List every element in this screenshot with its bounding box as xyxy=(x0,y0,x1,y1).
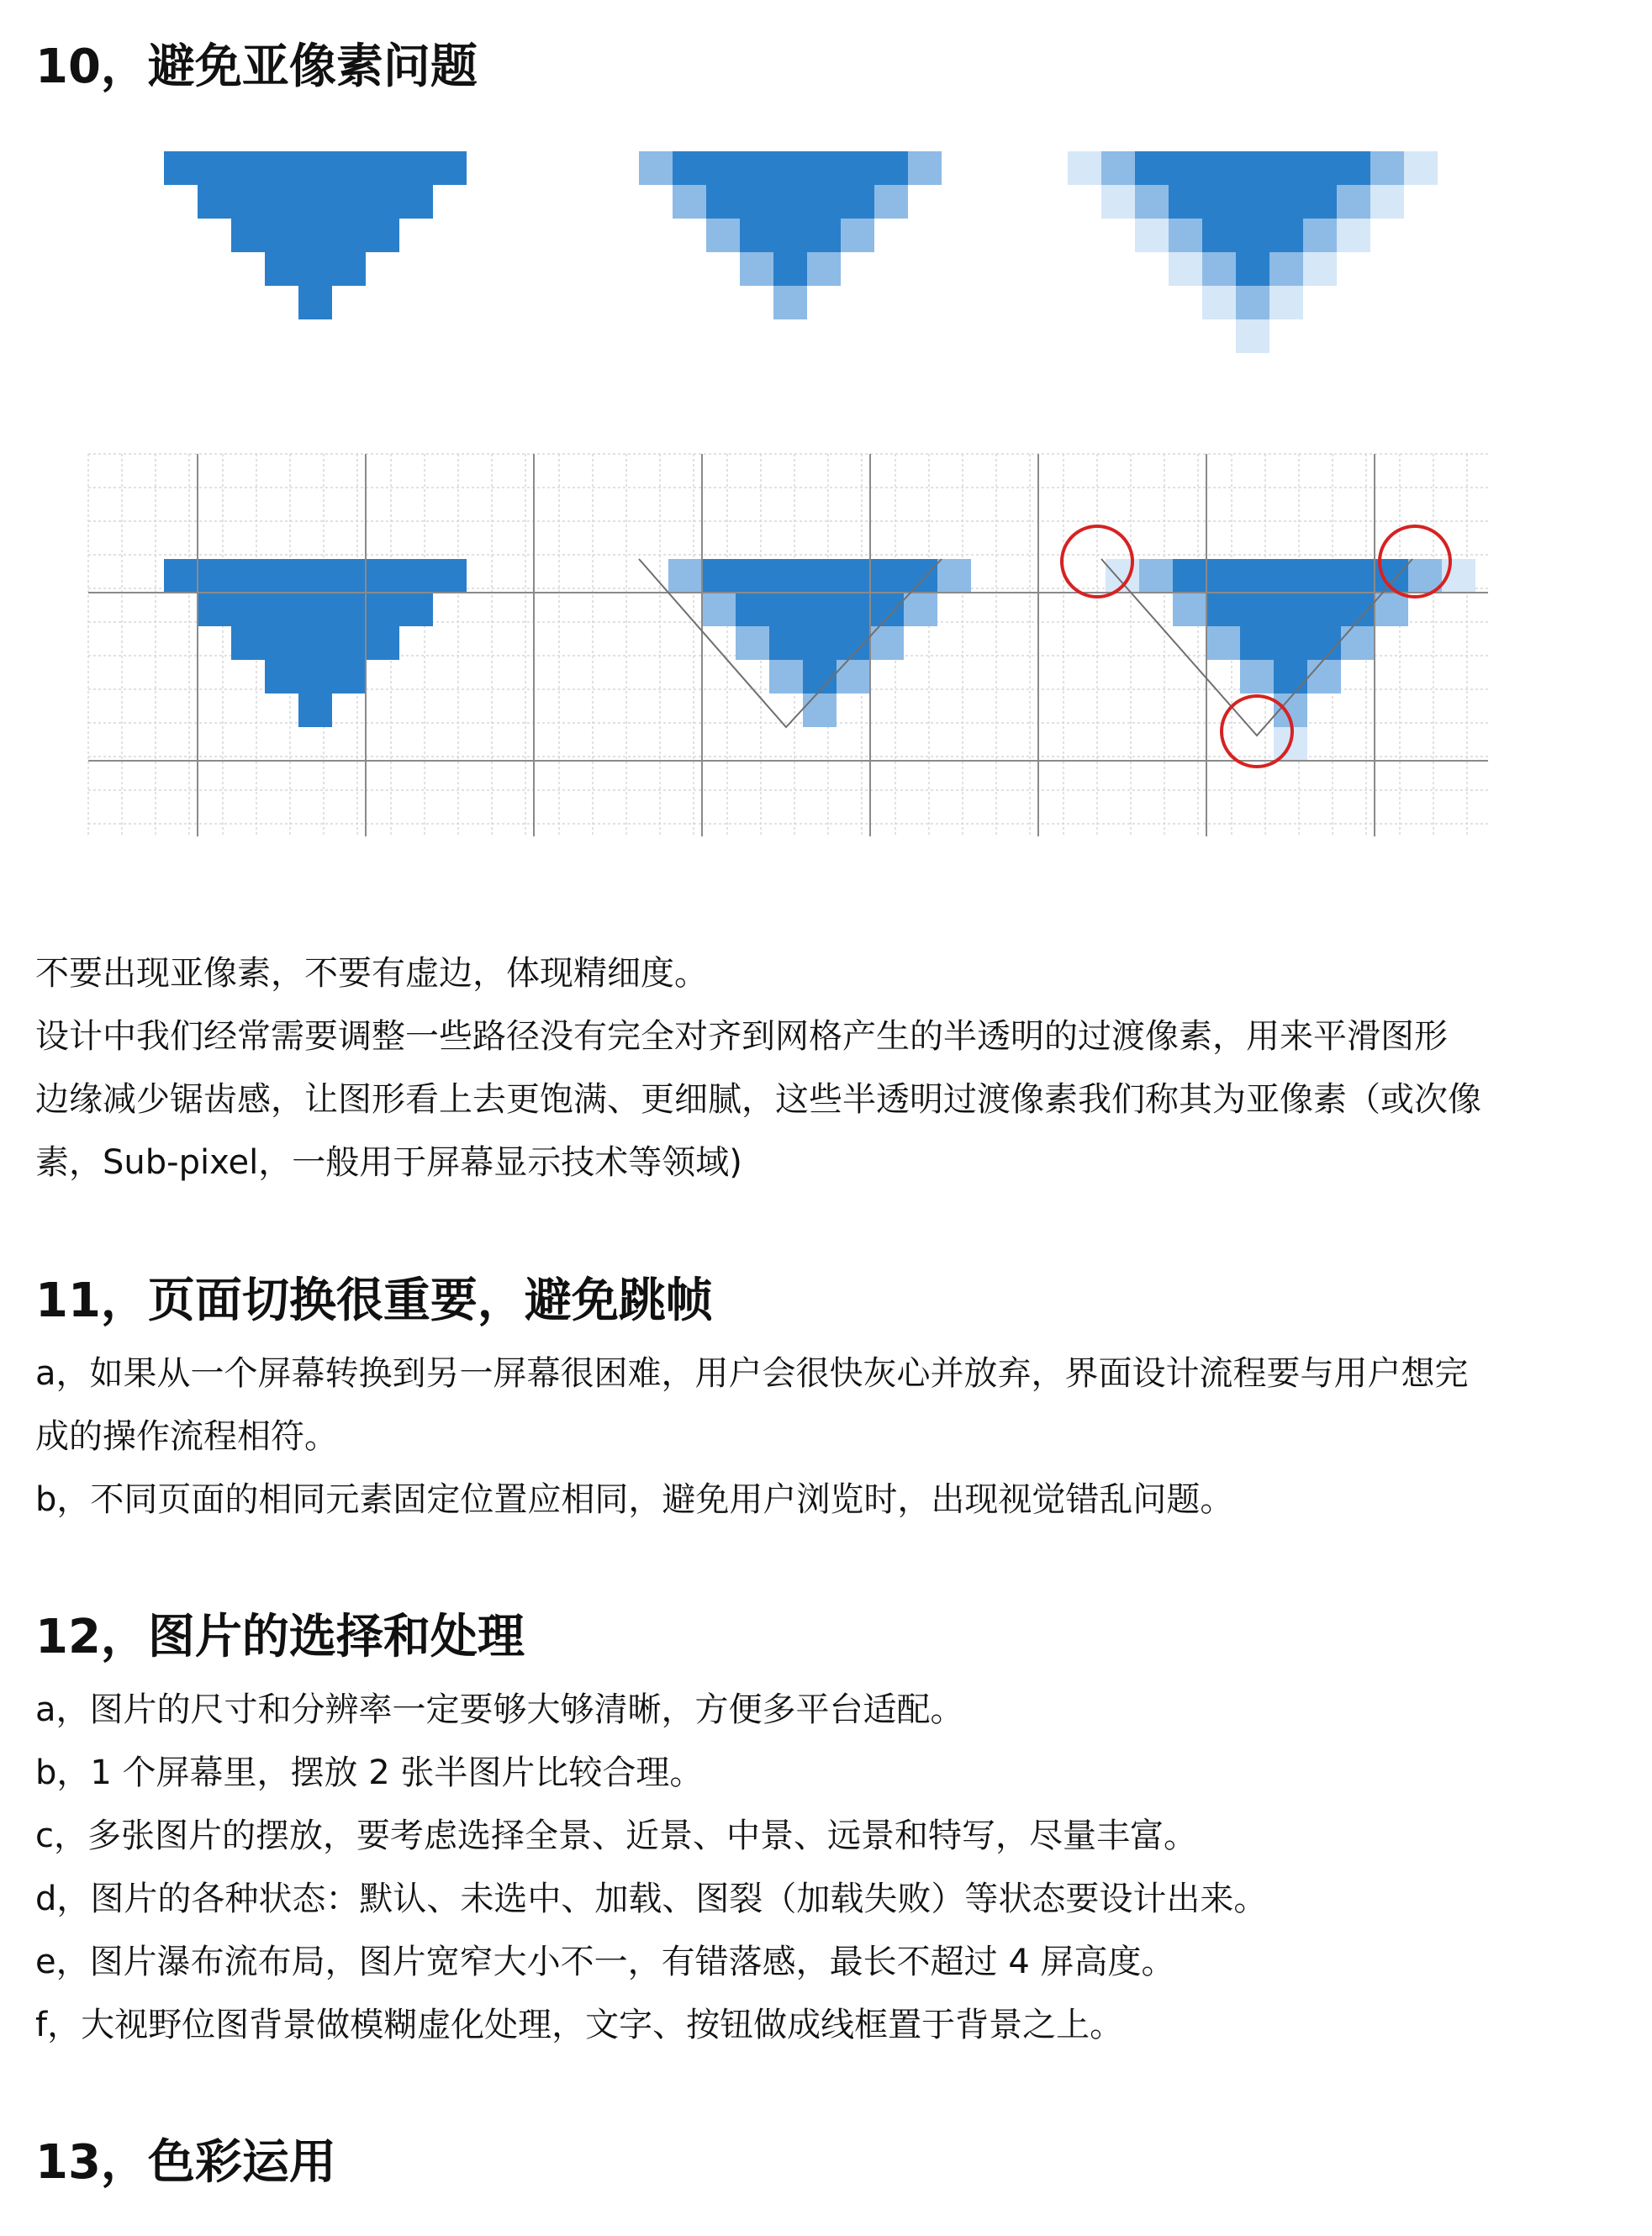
pixel-cell xyxy=(1269,252,1303,286)
section-11-line-2: 成的操作流程相符。 xyxy=(35,1417,338,1456)
pixel-cell xyxy=(1303,252,1337,286)
pixel-cell xyxy=(1236,151,1269,185)
pixel-cell xyxy=(773,286,807,319)
pixel-cell xyxy=(904,593,937,626)
pixel-cell xyxy=(769,593,803,626)
pixel-cell xyxy=(332,626,366,660)
section-10-line-1: 不要出现亚像素，不要有虚边，体现精细度。 xyxy=(35,954,708,993)
pixel-cell xyxy=(668,559,702,593)
pixel-cell xyxy=(803,693,837,727)
pixel-cell xyxy=(231,151,265,185)
sub-pixel-blurred-example xyxy=(1068,151,1438,353)
pixel-cell xyxy=(773,185,807,219)
pixel-cell xyxy=(198,185,231,219)
pixel-cell xyxy=(1068,151,1101,185)
pixel-cell xyxy=(702,593,736,626)
pixel-cell xyxy=(399,559,433,593)
pixel-cell xyxy=(1303,219,1337,252)
pixel-cell xyxy=(740,151,773,185)
pixel-cell xyxy=(332,185,366,219)
pixel-cell xyxy=(298,286,332,319)
pixel-cell xyxy=(1101,151,1135,185)
section-10-line-3: 边缘减少锯齿感，让图形看上去更饱满、更细腻，这些半透明过渡像素我们称其为亚像素（或次像 xyxy=(35,1080,1481,1119)
pixel-cell xyxy=(231,626,265,660)
pixel-cell xyxy=(366,626,399,660)
pixel-cell xyxy=(433,559,467,593)
pixel-cell xyxy=(1307,626,1341,660)
pixel-cell xyxy=(803,660,837,693)
pixel-cell xyxy=(231,593,265,626)
pixel-cell xyxy=(265,252,298,286)
section-12-line-b: b，1 个屏幕里，摆放 2 张半图片比较合理。 xyxy=(35,1753,704,1792)
pixel-cell xyxy=(332,151,366,185)
pixel-cell xyxy=(265,151,298,185)
pixel-cell xyxy=(807,185,841,219)
pixel-cell xyxy=(265,593,298,626)
pixel-cell xyxy=(870,559,904,593)
pixel-cell xyxy=(1269,185,1303,219)
pixel-cell xyxy=(1202,185,1236,219)
pixel-cell xyxy=(332,559,366,593)
pixel-cell xyxy=(736,626,769,660)
pixel-cell xyxy=(1307,559,1341,593)
pixel-cell xyxy=(1169,219,1202,252)
pixel-cell xyxy=(706,185,740,219)
section-10-line-2: 设计中我们经常需要调整一些路径没有完全对齐到网格产生的半透明的过渡像素，用来平滑图形 xyxy=(35,1017,1448,1056)
pixel-cell xyxy=(366,151,399,185)
pixel-cell xyxy=(706,151,740,185)
pixel-cell xyxy=(769,626,803,660)
pixel-cell xyxy=(874,151,908,185)
pixel-cell xyxy=(265,559,298,593)
section-12-line-d: d，图片的各种状态：默认、未选中、加载、图裂（加载失败）等状态要设计出来。 xyxy=(35,1880,1268,1918)
pixel-cell xyxy=(803,593,837,626)
pixel-cell xyxy=(231,559,265,593)
pixel-cell xyxy=(366,219,399,252)
pixel-cell xyxy=(1307,660,1341,693)
pixel-cell xyxy=(870,593,904,626)
pixel-cell xyxy=(937,559,971,593)
pixel-cell xyxy=(1303,185,1337,219)
pixel-cell xyxy=(740,185,773,219)
pixel-cell xyxy=(1202,286,1236,319)
pixel-cell xyxy=(298,626,332,660)
pixel-cell xyxy=(265,626,298,660)
pixel-cell xyxy=(1274,593,1307,626)
pixel-cell xyxy=(1269,219,1303,252)
pixel-cell xyxy=(1274,559,1307,593)
pixel-cell xyxy=(1375,593,1408,626)
pixel-aligned-on-grid xyxy=(164,559,467,727)
subpixel-grid-diagram xyxy=(0,441,1652,853)
pixel-cell xyxy=(1337,185,1370,219)
pixel-cell xyxy=(1337,151,1370,185)
pixel-cell xyxy=(298,593,332,626)
pixel-cell xyxy=(298,660,332,693)
pixel-cell xyxy=(298,185,332,219)
pixel-cell xyxy=(332,660,366,693)
pixel-cell xyxy=(1169,252,1202,286)
pixel-cell xyxy=(769,660,803,693)
pixel-cell xyxy=(673,185,706,219)
pixel-cell xyxy=(807,219,841,252)
section-10-line-4: 素，Sub-pixel，一般用于屏幕显示技术等领域) xyxy=(35,1143,742,1182)
pixel-cell xyxy=(433,151,467,185)
pixel-cell xyxy=(332,219,366,252)
section-12-line-e: e，图片瀑布流布局，图片宽窄大小不一，有错落感，最长不超过 4 屏高度。 xyxy=(35,1943,1175,1981)
pixel-cell xyxy=(265,185,298,219)
pixel-cell xyxy=(1202,252,1236,286)
pixel-cell xyxy=(837,559,870,593)
pixel-cell xyxy=(639,151,673,185)
pixel-cell xyxy=(702,559,736,593)
pixel-cell xyxy=(164,559,198,593)
pixel-cell xyxy=(908,151,942,185)
pixel-cell xyxy=(1240,660,1274,693)
pixel-cell xyxy=(1202,151,1236,185)
pixel-cell xyxy=(1236,219,1269,252)
pixel-aligned-example xyxy=(164,151,467,319)
pixel-cell xyxy=(841,185,874,219)
pixel-cell xyxy=(1370,151,1404,185)
pixel-cell xyxy=(265,219,298,252)
pixel-cell xyxy=(1269,286,1303,319)
pixel-cell xyxy=(1206,626,1240,660)
pixel-cell xyxy=(332,252,366,286)
pixel-cell xyxy=(1404,151,1438,185)
pixel-cell xyxy=(837,593,870,626)
pixel-cell xyxy=(807,252,841,286)
pixel-cell xyxy=(1173,593,1206,626)
pixel-cell xyxy=(1274,626,1307,660)
pixel-cell xyxy=(1139,559,1173,593)
pixel-cell xyxy=(841,151,874,185)
pixel-cell xyxy=(740,219,773,252)
pixel-cell xyxy=(1307,593,1341,626)
pixel-cell xyxy=(841,219,874,252)
pixel-cell xyxy=(298,559,332,593)
pixel-cell xyxy=(298,693,332,727)
pixel-cell xyxy=(803,559,837,593)
section-11-line-3: b，不同页面的相同元素固定位置应相同，避免用户浏览时，出现视觉错乱问题。 xyxy=(35,1480,1234,1519)
pixel-cell xyxy=(1370,185,1404,219)
pixel-cell xyxy=(807,151,841,185)
pixel-cell xyxy=(1236,319,1269,353)
pixel-cell xyxy=(1240,559,1274,593)
pixel-cell xyxy=(1341,559,1375,593)
pixel-cell xyxy=(298,219,332,252)
pixel-cell xyxy=(164,151,198,185)
pixel-cell xyxy=(265,660,298,693)
section-12-line-f: f，大视野位图背景做模糊虚化处理，文字、按钮做成线框置于背景之上。 xyxy=(35,2006,1124,2044)
pixel-cell xyxy=(1274,660,1307,693)
section-11-line-1: a，如果从一个屏幕转换到另一屏幕很困难，用户会很快灰心并放弃，界面设计流程要与用户想完 xyxy=(35,1354,1469,1393)
pixel-cell xyxy=(399,593,433,626)
pixel-cell xyxy=(740,252,773,286)
pixel-cell xyxy=(366,559,399,593)
pixel-cell xyxy=(1202,219,1236,252)
pixel-cell xyxy=(399,151,433,185)
pixel-cell xyxy=(1135,219,1169,252)
pixel-cell xyxy=(1236,252,1269,286)
pixel-cell xyxy=(736,559,769,593)
pixel-cell xyxy=(673,151,706,185)
section-10-heading: 10，避免亚像素问题 xyxy=(35,40,478,94)
pixel-cell xyxy=(399,185,433,219)
pixel-cell xyxy=(1240,626,1274,660)
pixel-cell xyxy=(231,185,265,219)
pixel-cell xyxy=(1135,185,1169,219)
pixel-cell xyxy=(1269,151,1303,185)
pixel-cell xyxy=(1206,559,1240,593)
sub-pixel-blurred-on-grid xyxy=(1139,559,1442,727)
pixel-cell xyxy=(904,559,937,593)
pixel-cell xyxy=(769,559,803,593)
pixel-cell xyxy=(773,252,807,286)
pixel-cell xyxy=(773,219,807,252)
pixel-cell xyxy=(1303,151,1337,185)
section-11-heading: 11，页面切换很重要，避免跳帧 xyxy=(35,1274,713,1328)
pixel-cell xyxy=(1236,185,1269,219)
sub-pixel-example xyxy=(639,151,942,319)
pixel-cell xyxy=(837,660,870,693)
pixel-cell xyxy=(874,185,908,219)
pixel-cell xyxy=(198,559,231,593)
pixel-cell xyxy=(1169,185,1202,219)
pixel-cell xyxy=(773,151,807,185)
pixel-cell xyxy=(736,593,769,626)
pixel-cell xyxy=(1173,559,1206,593)
pixel-cell xyxy=(1206,593,1240,626)
section-12-heading: 12，图片的选择和处理 xyxy=(35,1610,525,1664)
subpixel-triangle-examples xyxy=(0,134,1652,370)
pixel-cell xyxy=(1341,626,1375,660)
pixel-cell xyxy=(298,252,332,286)
pixel-cell xyxy=(366,185,399,219)
pixel-cell xyxy=(706,219,740,252)
pixel-cell xyxy=(1337,219,1370,252)
pixel-cell xyxy=(332,593,366,626)
pixel-cell xyxy=(1101,185,1135,219)
pixel-cell xyxy=(1135,151,1169,185)
pixel-cell xyxy=(1236,286,1269,319)
pixel-cell xyxy=(803,626,837,660)
pixel-cell xyxy=(1169,151,1202,185)
pixel-cell xyxy=(1240,593,1274,626)
pixel-cell xyxy=(366,593,399,626)
pixel-cell xyxy=(298,151,332,185)
section-13-heading: 13，色彩运用 xyxy=(35,2135,336,2190)
pixel-cell xyxy=(198,593,231,626)
section-12-line-a: a，图片的尺寸和分辨率一定要够大够清晰，方便多平台适配。 xyxy=(35,1690,964,1729)
pixel-cell xyxy=(231,219,265,252)
pixel-cell xyxy=(198,151,231,185)
section-12-line-c: c，多张图片的摆放，要考虑选择全景、近景、中景、远景和特写，尽量丰富。 xyxy=(35,1817,1197,1855)
sub-pixel-on-grid xyxy=(668,559,971,727)
